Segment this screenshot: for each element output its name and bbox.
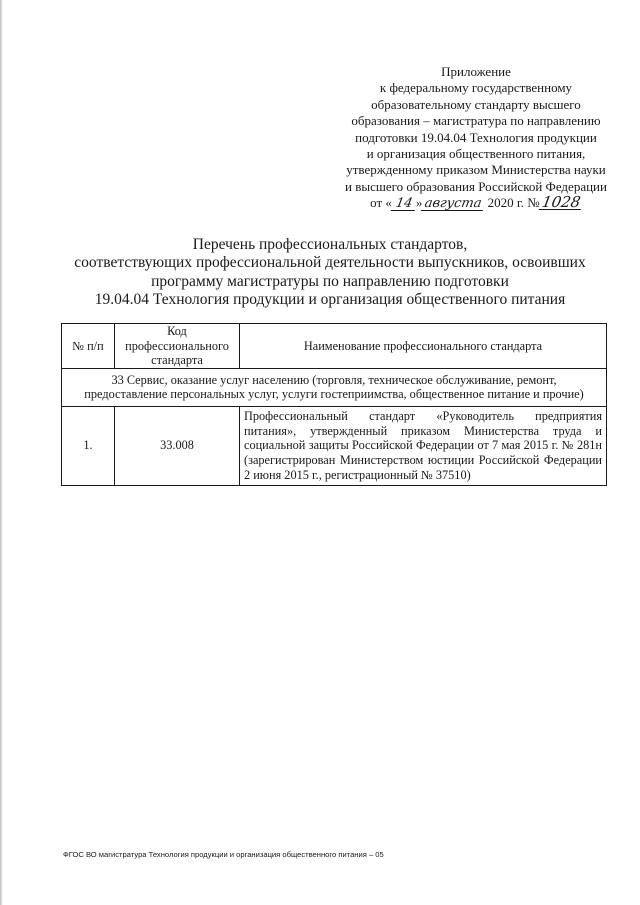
appendix-line: к федеральному государственному <box>379 80 573 96</box>
date-prefix: от « <box>370 195 392 211</box>
header-name: Наименование профессионального стандарта <box>240 324 607 369</box>
list-title-line: соответствующих профессиональной деятельности выпускников, освоивших <box>74 254 586 272</box>
appendix-line: подготовки 19.04.04 Технология продукции <box>355 129 597 145</box>
appendix-line: утвержденному приказом Министерства науки <box>346 162 606 178</box>
date-middle: » <box>415 195 423 211</box>
appendix-line: образовательному стандарту высшего <box>371 96 581 112</box>
list-title-line: программу магистратуры по направлению подготовки <box>151 272 509 290</box>
list-title <box>40 236 620 309</box>
table-row <box>62 406 607 485</box>
page-footer: ФГОС ВО магистратура Технология продукции и организация общественного питания – 05 <box>63 850 384 859</box>
standards-table <box>61 323 607 486</box>
appendix-line: и высшего образования Российской Федерации <box>345 178 607 194</box>
appendix-line: Приложение <box>441 64 511 79</box>
appendix-line: и организация общественного питания, <box>366 146 586 162</box>
group-line: предоставление персональных услуг, услуги гостеприимства, общественное питание и прочие) <box>84 387 584 402</box>
header-num: № п/п <box>62 324 115 369</box>
order-date-line <box>318 195 634 211</box>
group-line: 33 Сервис, оказание услуг населению (торговля, техническое обслуживание, ремонт, <box>111 372 557 387</box>
handwritten-order-number: 1028 <box>540 193 582 212</box>
header-code: Код профессионального стандарта <box>115 324 240 369</box>
row-code: 33.008 <box>115 406 240 485</box>
row-num: 1. <box>62 406 115 485</box>
table-header-row <box>62 324 607 369</box>
list-title-line: Перечень профессиональных стандартов, <box>192 236 468 253</box>
appendix-header <box>318 64 634 212</box>
handwritten-month: августа <box>421 197 485 211</box>
list-title-line: 19.04.04 Технология продукции и организация общественного питания <box>94 290 566 308</box>
scan-edge <box>0 0 3 905</box>
date-year: 2020 г. № <box>487 195 540 211</box>
row-name: Профессиональный стандарт «Руководитель предприятия питания», утвержденный приказом Министерства труда и социальной защиты Российской Федерации от 7 мая 2015 г. № 281н (зарегистрирован Министерством юстиции Российской Федерации 2 июня 2015 г., регистрационный № 37510) <box>240 406 607 485</box>
appendix-line: образования – магистратура по направлению <box>351 113 601 129</box>
group-cell <box>62 368 607 406</box>
handwritten-day: 14 <box>391 197 417 211</box>
table-group-row <box>62 368 607 406</box>
